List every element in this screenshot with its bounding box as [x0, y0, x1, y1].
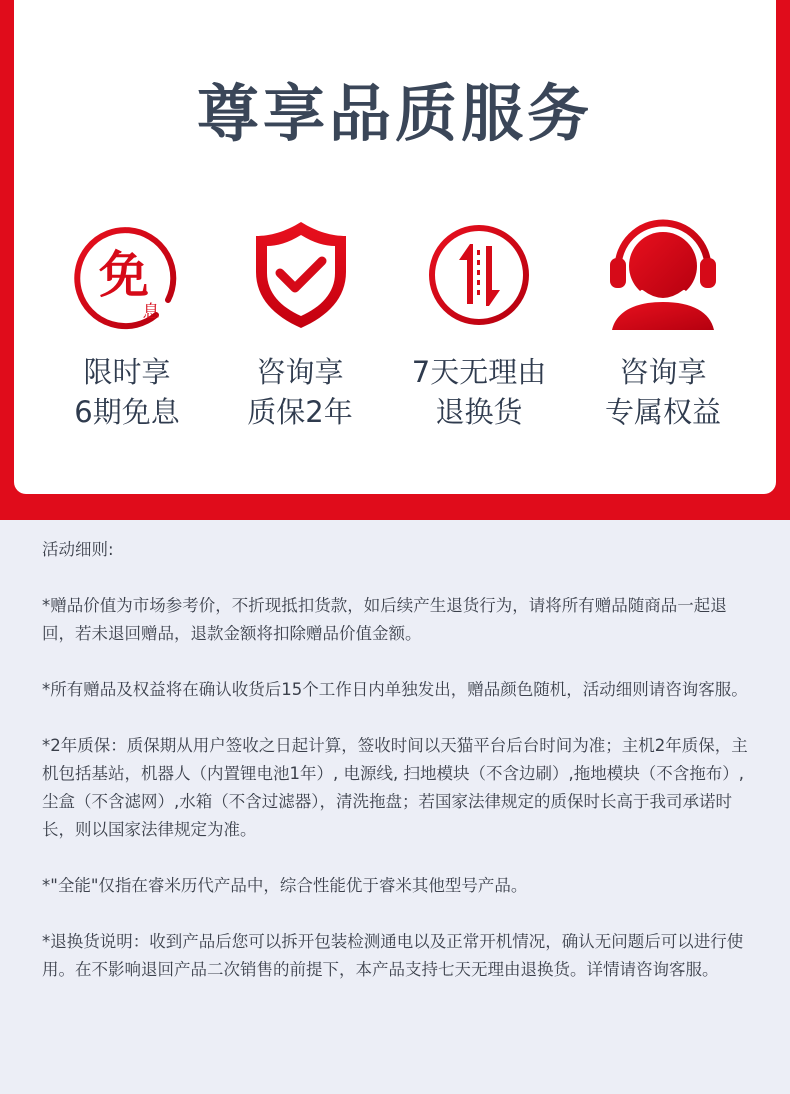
- customer-service-icon: [604, 216, 722, 334]
- interest-free-sub-char: 息: [142, 302, 160, 322]
- service-label-line1: 7天无理由: [411, 355, 547, 389]
- interest-free-main-char: 免: [99, 246, 149, 304]
- rules-item-gift-shipping: *所有赠品及权益将在确认收货后15个工作日内单独发出，赠品颜色随机，活动细则请咨询客服。: [42, 680, 748, 699]
- rules-item-returns: *退换货说明：收到产品后您可以拆开包装检测通电以及正常开机情况，确认无问题后可以进行使用。在不影响退回产品二次销售的前提下，本产品支持七天无理由退换货。详情请咨询客服。: [42, 932, 744, 979]
- service-label-warranty: [205, 352, 395, 432]
- service-label-line1: 咨询享: [619, 355, 707, 389]
- service-label-line2: 6期免息: [74, 395, 180, 429]
- rules-item-gift-value: *赠品价值为市场参考价，不折现抵扣货款，如后续产生退货行为，请将所有赠品随商品一起退回，若未退回赠品，退款金额将扣除赠品价值金额。: [42, 596, 727, 643]
- shield-check-icon: [242, 216, 360, 334]
- rules-heading: 活动细则:: [42, 540, 114, 559]
- service-label-line1: 限时享: [83, 355, 171, 389]
- return-exchange-icon: [420, 216, 538, 334]
- service-label-exclusive: [568, 352, 758, 432]
- interest-free-icon: [68, 216, 186, 334]
- page-title: 尊享品质服务: [196, 77, 593, 150]
- activity-rules: [42, 536, 754, 1012]
- service-label-interest-free: [32, 352, 222, 432]
- service-label-line1: 咨询享: [256, 355, 344, 389]
- service-label-line2: 专属权益: [604, 395, 721, 429]
- service-label-line2: 退换货: [435, 395, 523, 429]
- rules-item-warranty: *2年质保：质保期从用户签收之日起计算，签收时间以天猫平台后台时间为准；主机2年质保，主机包括基站，机器人（内置锂电池1年）, 电源线, 扫地模块（不含边刷）,拖地模块（不含拖布）,尘盒（不含滤网）,水箱（不含过滤器），清洗拖盘；若国家法律规定的质保时长高于我司承诺时长，则以国家法律规定为准。: [42, 736, 748, 839]
- service-label-line2: 质保2年: [247, 395, 353, 429]
- service-label-returns: [384, 352, 574, 432]
- rules-item-all-in-one: *"全能"仅指在睿米历代产品中，综合性能优于睿米其他型号产品。: [42, 876, 528, 895]
